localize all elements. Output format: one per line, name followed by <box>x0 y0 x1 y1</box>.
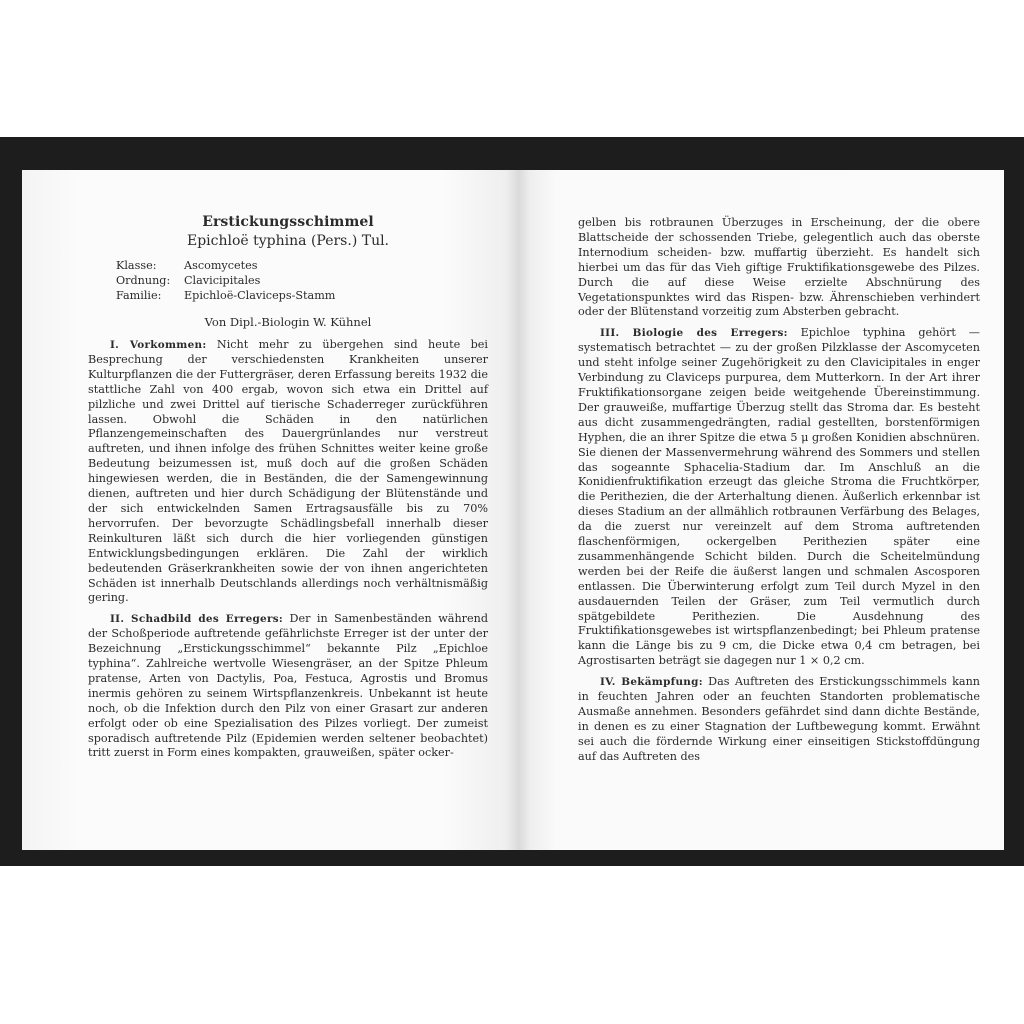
right-page <box>518 170 1004 850</box>
continuation-paragraph: gelben bis rotbraunen Überzuges in Erscheinung, der die obere Blattscheide der schossenden Triebe, gelegentlich auch das oberste Internodium scheiden- bzw. muffartig überzieht. Es handelt sich hierbei um das für das Vieh giftige Fruktifikationsgewebe des Pilzes. Durch die auf diese Weise erzielte Abschnürung des Vegetationspunktes wird das Rispen- bzw. Ährenschieben verhindert oder der Blütenstand vorzeitig zum Absterben gebracht. <box>578 216 980 319</box>
taxonomy-block <box>116 258 488 303</box>
author-line: Von Dipl.-Biologin W. Kühnel <box>204 315 372 329</box>
taxonomy-row <box>116 258 488 273</box>
section-heading: III. Biologie des Erregers: <box>600 327 788 340</box>
section-vorkommen <box>88 338 488 606</box>
left-page <box>22 170 518 850</box>
taxonomy-row <box>116 273 488 288</box>
section-bekaempfung <box>578 675 980 764</box>
section-text: Das Auftreten des Erstickungsschimmels kann in feuchten Jahren oder an feuchten Standorten problematische Ausmaße annehmen. Besonders gefährdet sind dann dichte Bestände, in denen es zu einer Stagnation der Luftbewegung kommt. Erwähnt sei auch die fördernde Wirkung einer einseitigen Stickstoffdüngung auf das Auftreten des <box>578 675 980 763</box>
taxonomy-value: Clavicipitales <box>184 274 261 287</box>
taxonomy-row <box>116 288 488 303</box>
section-heading: I. Vorkommen: <box>110 339 207 351</box>
section-heading: IV. Bekämpfung: <box>600 676 703 689</box>
section-text: Epichloe typhina gehört — systematisch betrachtet — zu der großen Pilzklasse der Ascomyceten und steht infolge seiner Zugehörigkeit zu den Clavicipitales in enger Verbindung zu Claviceps purpurea, dem Mutterkorn. In der Art ihrer Fruktifikationsorgane zeigen beide weitgehende Übereinstimmung. Der grauweiße, muffartige Überzug stellt das Stroma dar. Es besteht aus dicht zusammengedrängten, radial gestellten, borstenförmigen Hyphen, die an ihrer Spitze die etwa 5 μ großen Konidien abschnüren. Sie dienen der Massenvermehrung während des Sommers und stellen das sogeannte Sphacelia-Stadium dar. Im Anschluß an die Konidienfruktifikation erzeugt das gleiche Stroma die Fruchtkörper, die Perithezien, die der Arterhaltung dienen. Äußerlich erkennbar ist dieses Stadium an der allmählich rotbraunen Verfärbung des Belages, da die zuerst nur vereinzelt auf dem Stroma auftretenden flaschenförmigen, ockergelben Perithezien später eine zusammenhängende Schicht bilden. Durch die Scheitelmündung werden bei der Reife die äußerst langen und schmalen Ascosporen entlassen. Die Überwinterung erfolgt zum Teil durch Myzel in den ausdauernden Teilen der Gräser, zum Teil vermutlich durch spätgebildete Perithezien. Die Ausdehnung des Fruktifikationsgewebes ist wirtspflanzenbedingt; bei Phleum pratense kann die Länge bis zu 9 cm, die Dicke etwa 0,4 cm betragen, bei Agrostisarten beträgt sie dagegen nur 1 × 0,2 cm. <box>578 326 980 668</box>
species-name: Epichloë typhina (Pers.) Tul. <box>186 233 390 249</box>
section-schadbild <box>88 612 488 761</box>
page-fold <box>506 170 530 850</box>
taxonomy-value: Epichloë-Claviceps-Stamm <box>184 289 336 302</box>
section-text: Nicht mehr zu übergehen sind heute bei Besprechung der verschiedensten Krankheiten unserer Kulturpflanzen die der Futtergräser, deren Erfassung bereits 1932 die stattliche Zahl von 400 ergab, wovon sich etwa ein Drittel auf pilzliche und zwei Drittel auf tierische Schaderreger zurückführen lassen. Obwohl die Schäden in den natürlichen Pflanzengemeinschaften des Dauergrünlandes nur verstreut auftreten, und ihnen infolge des frühen Schnittes weiter keine große Bedeutung beizumessen ist, muß doch auf die großen Schäden hingewiesen werden, die in Beständen, die der Samengewinnung dienen, auftreten und hier durch Schädigung der Blütenstände und der sich entwickelnden Samen Ertragsausfälle bis zu 70% hervorrufen. Der bevorzugte Schädlingsbefall innerhalb dieser Reinkulturen läßt sich durch die hier vorliegenden günstigen Entwicklungsbedingungen erklären. Die Zahl der wirklich bedeutenden Gräserkrankheiten sowie der von ihnen angerichteten Schäden ist innerhalb Deutschlands allerdings noch verhältnismäßig gering. <box>88 338 488 605</box>
taxonomy-value: Ascomycetes <box>184 259 258 272</box>
taxonomy-label: Familie: <box>116 289 162 302</box>
taxonomy-label: Ordnung: <box>116 274 171 287</box>
section-heading: II. Schadbild des Erregers: <box>110 613 284 626</box>
section-biologie <box>578 326 980 669</box>
article-title: Erstickungsschimmel <box>202 214 374 230</box>
taxonomy-label: Klasse: <box>116 259 157 272</box>
section-text: Der in Samenbeständen während der Schoßperiode auftretende gefährlichste Erreger ist der unter der Bezeichnung „Erstickungsschimmel“ bekannte Pilz „Epichloe typhina“. Zahlreiche wertvolle Wiesengräser, an der Spitze Phleum pratense, Arten von Dactylis, Poa, Festuca, Agrostis und Bromus inermis gehören zu seinem Wirtspflanzenkreis. Unbekannt ist heute noch, ob die Infektion durch den Pilz von einer Grasart zur anderen erfolgt oder ob eine Spezialisation des Pilzes vorliegt. Der zumeist sporadisch auftretende Pilz (Epidemien werden seltener beobachtet) tritt zuerst in Form eines kompakten, grauweißen, später ocker- <box>88 612 488 760</box>
